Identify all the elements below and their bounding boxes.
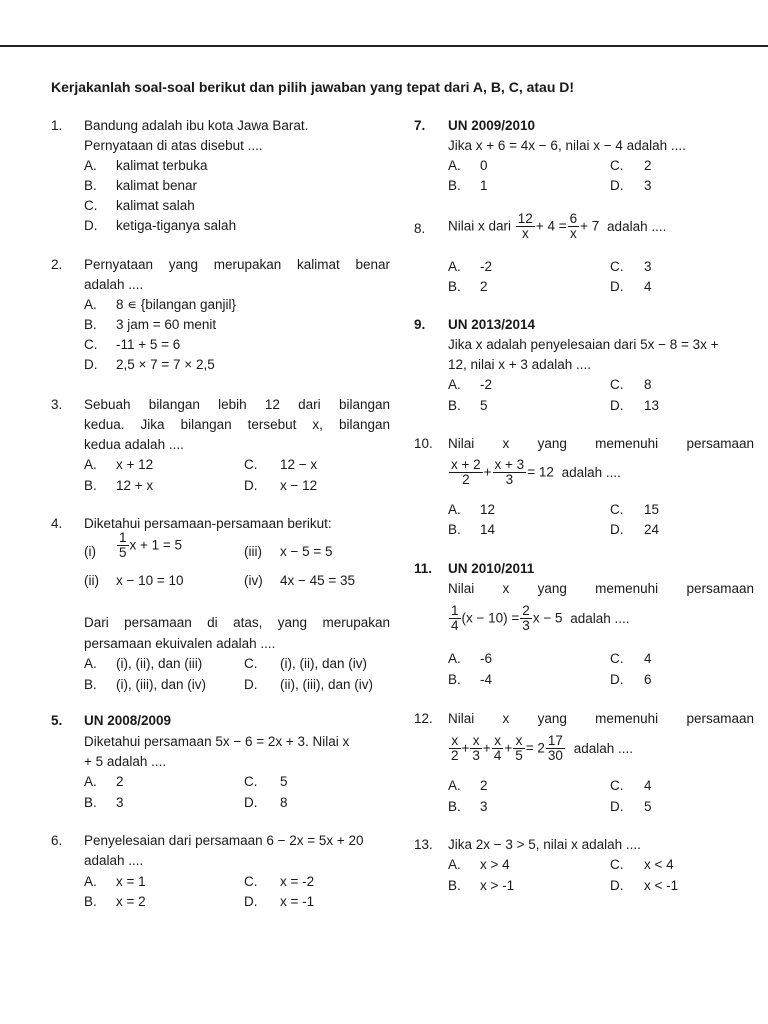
question-number: 7. — [414, 118, 426, 133]
fraction: $\frac{x + 2}{2}$ — [451, 457, 481, 487]
question-number: 12. — [414, 711, 433, 726]
option-d[interactable]: ketiga-tiganya salah — [116, 218, 237, 233]
option-letter: A. — [448, 651, 461, 666]
option-b[interactable]: x = 2 — [116, 894, 146, 909]
option-a[interactable]: (i), (ii), dan (iii) — [116, 656, 203, 671]
question-number: 4. — [51, 516, 63, 531]
option-letter: D. — [84, 357, 98, 372]
question-text: Nilai x yang memenuhi persamaan — [448, 581, 754, 596]
fraction: $\frac{17}{30}$ — [547, 733, 563, 763]
question-text: Nilai x yang memenuhi persamaan — [448, 711, 754, 726]
fraction: $\frac{1}{5}$ — [119, 530, 127, 560]
question-text: Pernyataan yang merupakan kalimat benar — [84, 257, 390, 272]
equation-iii: x − 5 = 5 — [280, 544, 333, 559]
option-letter: C. — [244, 874, 258, 889]
option-a[interactable]: 0 — [480, 158, 488, 173]
question-text: Jika x adalah penyelesaian dari 5x − 8 = 3x + — [448, 337, 719, 352]
option-letter: B. — [84, 178, 97, 193]
question-number: 9. — [414, 317, 426, 332]
option-b[interactable]: 3 jam = 60 menit — [116, 317, 217, 332]
option-letter: A. — [448, 259, 461, 274]
option-b[interactable]: 2 — [480, 279, 488, 294]
option-a[interactable]: -2 — [480, 259, 493, 274]
option-a[interactable]: 2 — [480, 778, 488, 793]
equation-label: (iv) — [244, 573, 263, 588]
exam-tag: UN 2008/2009 — [84, 713, 172, 728]
question-text: Dari persamaan di atas, yang merupakan — [84, 615, 390, 630]
option-d[interactable]: (ii), (iii), dan (iv) — [280, 677, 373, 692]
fraction: $\frac{x}{5}$ — [515, 733, 523, 763]
question-equation: $\frac{x + 2}{2}$ + $\frac{x + 3}{3}$ = 12 adalah .... — [451, 457, 621, 487]
option-c[interactable]: 2 — [644, 158, 652, 173]
question-text: kedua. Jika bilangan tersebut x, bilangan — [84, 417, 390, 432]
option-letter: A. — [84, 656, 97, 671]
option-d[interactable]: 5 — [644, 799, 652, 814]
option-c[interactable]: 4 — [644, 651, 652, 666]
option-d[interactable]: x − 12 — [280, 478, 318, 493]
option-a[interactable]: 2 — [116, 774, 124, 789]
option-d[interactable]: x = -1 — [280, 894, 315, 909]
option-c[interactable]: -11 + 5 = 6 — [116, 337, 181, 352]
instruction-heading: Kerjakanlah soal-soal berikut dan pilih jawaban yang tepat dari A, B, C, atau D! — [51, 79, 575, 95]
option-letter: A. — [84, 297, 97, 312]
fraction: $\frac{x}{4}$ — [493, 733, 502, 763]
option-b[interactable]: 3 — [480, 799, 488, 814]
fraction: $\frac{x}{2}$ — [451, 733, 459, 763]
option-b[interactable]: -4 — [480, 672, 493, 687]
fraction: $\frac{12}{x}$ — [517, 211, 533, 241]
equation-i: $\frac{1}{5}$ x + 1 = 5 — [119, 530, 183, 560]
option-letter: B. — [448, 398, 461, 413]
question-text: Jika x + 6 = 4x − 6, nilai x − 4 adalah .... — [448, 138, 686, 153]
option-letter: B. — [84, 478, 97, 493]
question-number: 8. — [414, 221, 426, 236]
option-letter: C. — [610, 377, 624, 392]
option-letter: A. — [448, 778, 461, 793]
equation-label: (ii) — [84, 573, 99, 588]
option-a[interactable]: x + 12 — [116, 457, 154, 472]
option-letter: D. — [610, 398, 624, 413]
question-text: Nilai x yang memenuhi persamaan — [448, 436, 754, 451]
option-c[interactable]: 5 — [280, 774, 288, 789]
fraction: $\frac{x + 3}{3}$ — [494, 457, 525, 487]
question-text: persamaan ekuivalen adalah .... — [84, 636, 276, 651]
question-number: 2. — [51, 257, 63, 272]
option-d[interactable]: 8 — [280, 795, 288, 810]
option-b[interactable]: (i), (iii), dan (iv) — [116, 677, 206, 692]
option-letter: A. — [448, 502, 461, 517]
question-text: + 5 adalah .... — [84, 754, 167, 769]
fraction: $\frac{2}{3}$ — [522, 603, 530, 633]
option-d[interactable]: 4 — [644, 279, 652, 294]
option-letter: B. — [448, 878, 461, 893]
option-letter: B. — [448, 672, 461, 687]
option-letter: C. — [244, 457, 258, 472]
option-letter: D. — [244, 478, 258, 493]
option-a[interactable]: 12 — [480, 502, 496, 517]
equation-label: (iii) — [244, 544, 262, 559]
option-letter: B. — [84, 795, 97, 810]
option-b[interactable]: kalimat benar — [116, 178, 198, 193]
option-letter: D. — [244, 894, 258, 909]
question-text: Penyelesaian dari persamaan 6 − 2x = 5x + 20 — [84, 833, 364, 848]
option-b[interactable]: 3 — [116, 795, 124, 810]
option-d[interactable]: 3 — [644, 178, 652, 193]
option-letter: C. — [84, 198, 98, 213]
option-a[interactable]: 8 ∊ {bilangan ganjil} — [116, 297, 237, 312]
question-number: 6. — [51, 833, 63, 848]
question-equation: $\frac{1}{4}$ (x − 10) = $\frac{2}{3}$ x − 5 adalah .... — [451, 603, 630, 633]
option-d[interactable]: 6 — [644, 672, 652, 687]
option-letter: C. — [610, 857, 624, 872]
fraction: $\frac{1}{4}$ — [451, 603, 459, 633]
option-letter: D. — [84, 218, 98, 233]
option-c[interactable]: x < 4 — [644, 857, 674, 872]
option-c[interactable]: 4 — [644, 778, 652, 793]
question-number: 1. — [51, 118, 63, 133]
option-letter: D. — [610, 672, 624, 687]
option-a[interactable]: -6 — [480, 651, 493, 666]
option-letter: C. — [610, 778, 624, 793]
option-letter: A. — [84, 158, 97, 173]
option-letter: B. — [84, 317, 97, 332]
option-d[interactable]: 13 — [644, 398, 660, 413]
option-c[interactable]: 3 — [644, 259, 652, 274]
option-b[interactable]: x > -1 — [480, 878, 515, 893]
option-c[interactable]: (i), (ii), dan (iv) — [280, 656, 367, 671]
option-a[interactable]: -2 — [480, 377, 493, 392]
question-text: adalah .... — [84, 853, 144, 868]
question-text: Bandung adalah ibu kota Jawa Barat. — [84, 118, 309, 133]
option-letter: D. — [610, 522, 624, 537]
option-d[interactable]: 24 — [644, 522, 660, 537]
option-letter: D. — [244, 677, 258, 692]
option-letter: C. — [610, 158, 624, 173]
option-letter: D. — [610, 279, 624, 294]
option-letter: C. — [610, 651, 624, 666]
question-number: 5. — [51, 713, 63, 728]
option-b[interactable]: 12 + x — [116, 478, 154, 493]
option-letter: D. — [610, 878, 624, 893]
option-letter: D. — [244, 795, 258, 810]
option-c[interactable]: kalimat salah — [116, 198, 195, 213]
exam-tag: UN 2013/2014 — [448, 317, 536, 332]
question-number: 10. — [414, 436, 433, 451]
option-a[interactable]: kalimat terbuka — [116, 158, 208, 173]
question-text: Jika 2x − 3 > 5, nilai x adalah .... — [448, 837, 641, 852]
question-text: Sebuah bilangan lebih 12 dari bilangan — [84, 397, 390, 412]
option-letter: C. — [244, 656, 258, 671]
option-letter: A. — [84, 457, 97, 472]
question-number: 13. — [414, 837, 433, 852]
question-number: 11. — [414, 561, 433, 576]
question-equation: $\frac{x}{2}$ + $\frac{x}{3}$ + $\frac{x}{4}$ + $\frac{x}{5}$ = 2 $\frac{17}{30}$ adalah .... — [451, 733, 633, 763]
option-d[interactable]: x < -1 — [644, 878, 679, 893]
option-letter: D. — [610, 178, 624, 193]
option-letter: A. — [448, 158, 461, 173]
exam-tag: UN 2009/2010 — [448, 118, 536, 133]
option-letter: B. — [84, 894, 97, 909]
option-a[interactable]: x > 4 — [480, 857, 510, 872]
exam-tag: UN 2010/2011 — [448, 561, 535, 576]
question-text: 12, nilai x + 3 adalah .... — [448, 357, 591, 372]
question-equation: Nilai x dari $\frac{12}{x}$ + 4 = $\frac{6}{x}$ + 7 adalah .... — [448, 211, 667, 241]
question-text: adalah .... — [84, 277, 144, 292]
option-b[interactable]: 14 — [480, 522, 496, 537]
option-letter: A. — [448, 857, 461, 872]
option-letter: C. — [244, 774, 258, 789]
question-text: kedua adalah .... — [84, 437, 184, 452]
option-letter: C. — [610, 259, 624, 274]
option-letter: D. — [610, 799, 624, 814]
option-letter: B. — [84, 677, 97, 692]
option-letter: B. — [448, 799, 461, 814]
option-b[interactable]: 5 — [480, 398, 488, 413]
option-b[interactable]: 1 — [480, 178, 488, 193]
option-letter: B. — [448, 522, 461, 537]
question-text: Diketahui persamaan 5x − 6 = 2x + 3. Nilai x — [84, 734, 350, 749]
option-c[interactable]: 15 — [644, 502, 660, 517]
option-letter: A. — [448, 377, 461, 392]
option-letter: A. — [84, 874, 97, 889]
fraction: $\frac{x}{3}$ — [472, 733, 480, 763]
equation-label: (i) — [84, 544, 96, 559]
option-letter: C. — [84, 337, 98, 352]
option-letter: B. — [448, 279, 461, 294]
option-letter: A. — [84, 774, 97, 789]
top-rule — [0, 45, 768, 47]
question-text: Pernyataan di atas disebut .... — [84, 138, 263, 153]
question-text: Diketahui persamaan-persamaan berikut: — [84, 516, 332, 531]
equation-iv: 4x − 45 = 35 — [280, 573, 356, 588]
option-c[interactable]: 8 — [644, 377, 652, 392]
option-letter: B. — [448, 178, 461, 193]
option-c[interactable]: x = -2 — [280, 874, 315, 889]
question-number: 3. — [51, 397, 63, 412]
fraction: $\frac{6}{x}$ — [569, 211, 578, 241]
option-d[interactable]: 2,5 × 7 = 7 × 2,5 — [116, 357, 215, 372]
equation-ii: x − 10 = 10 — [116, 573, 184, 588]
option-c[interactable]: 12 − x — [280, 457, 318, 472]
option-a[interactable]: x = 1 — [116, 874, 146, 889]
option-letter: C. — [610, 502, 624, 517]
